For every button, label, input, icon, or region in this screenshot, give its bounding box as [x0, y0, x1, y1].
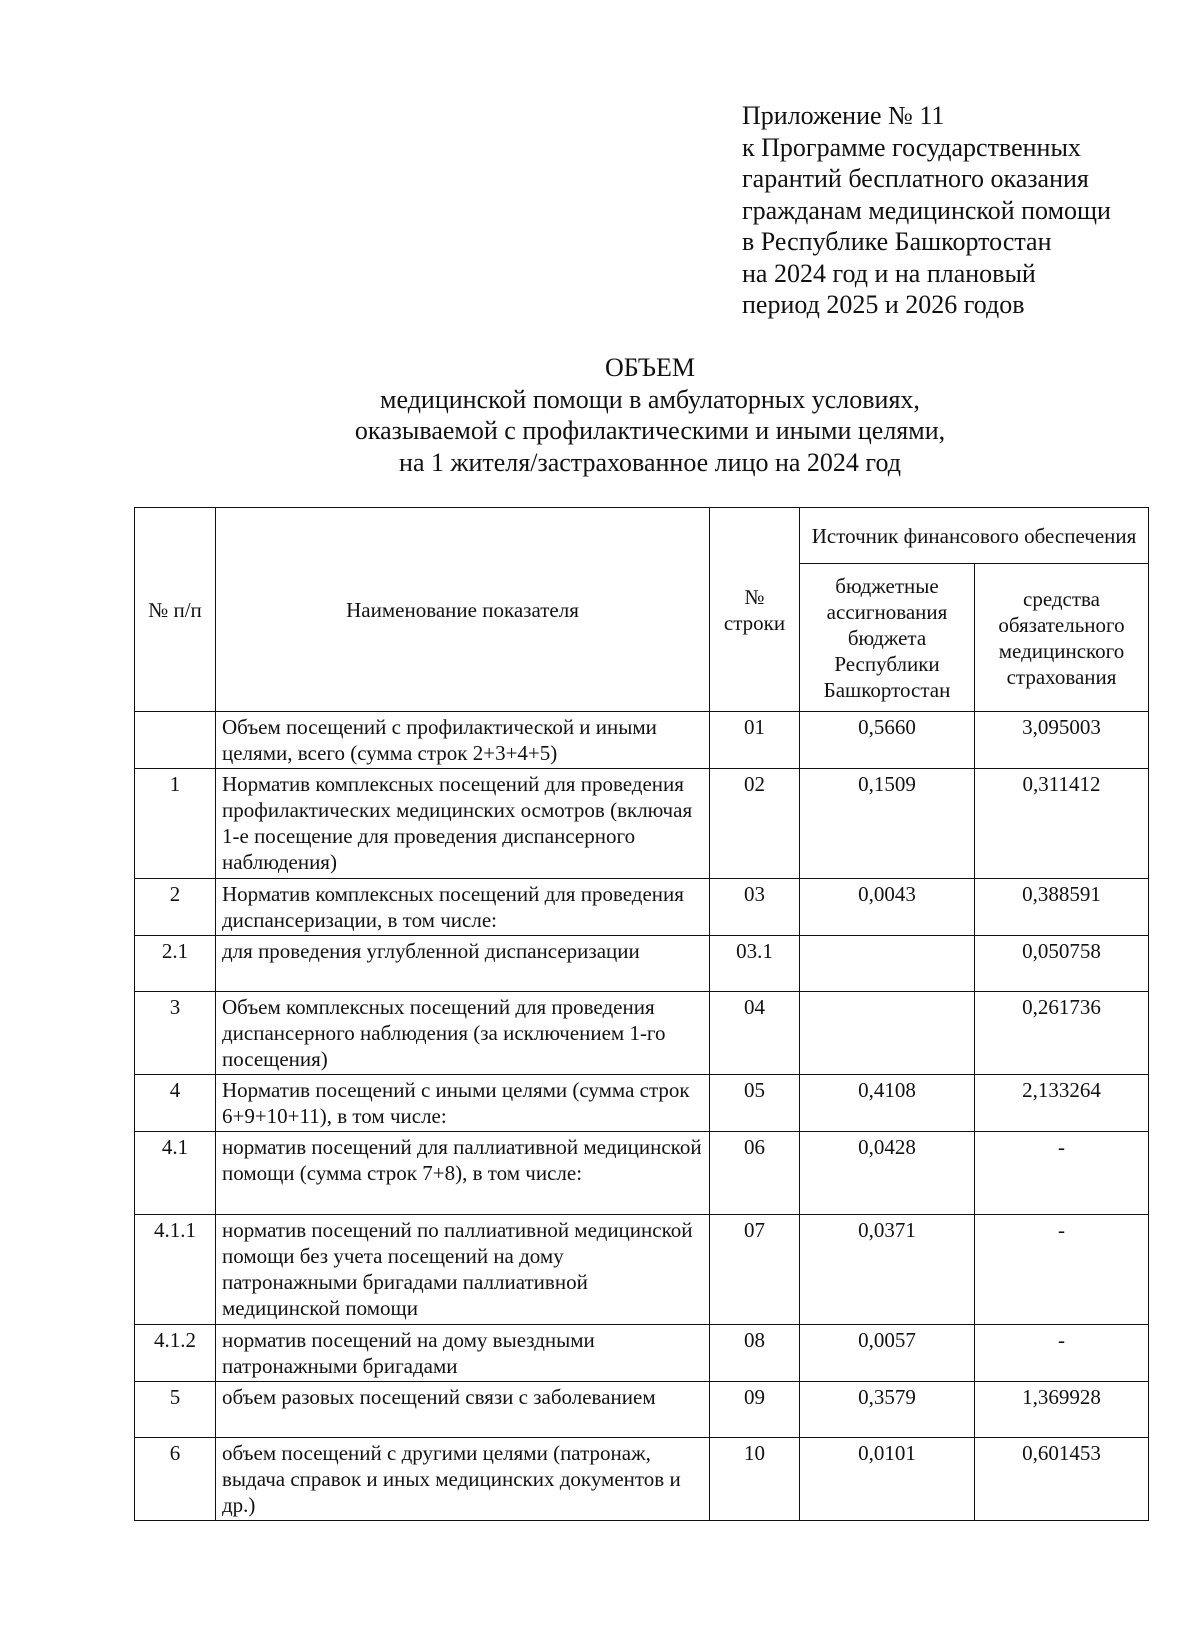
- appendix-line: период 2025 и 2026 годов: [742, 290, 1025, 319]
- cell-row-num: 02: [710, 769, 800, 879]
- table-row: [135, 936, 1149, 992]
- cell-oms: 1,369928: [975, 1382, 1149, 1438]
- cell-budget: 0,0428: [800, 1132, 975, 1215]
- cell-row-num: 05: [710, 1075, 800, 1132]
- cell-num: 3: [135, 992, 216, 1075]
- cell-budget: 0,4108: [800, 1075, 975, 1132]
- cell-oms: 3,095003: [975, 712, 1149, 769]
- title-line: медицинской помощи в амбулаторных условиях,: [380, 384, 920, 414]
- cell-budget: 0,0371: [800, 1215, 975, 1325]
- document-title: [250, 352, 1050, 478]
- header-name: Наименование показателя: [216, 508, 710, 712]
- table-row: [135, 879, 1149, 936]
- table-row: [135, 1325, 1149, 1382]
- table-row: [135, 1438, 1149, 1521]
- header-source: Источник финансового обеспечения: [800, 508, 1149, 564]
- cell-oms: -: [975, 1132, 1149, 1215]
- title-line: на 1 жителя/застрахованное лицо на 2024 год: [399, 447, 901, 477]
- cell-oms: 0,311412: [975, 769, 1149, 879]
- cell-budget: 0,0057: [800, 1325, 975, 1382]
- cell-budget: [800, 992, 975, 1075]
- cell-num: 5: [135, 1382, 216, 1438]
- cell-oms: 0,050758: [975, 936, 1149, 992]
- cell-row-num: 07: [710, 1215, 800, 1325]
- cell-name: норматив посещений для паллиативной медицинской помощи (сумма строк 7+8), в том числе:: [216, 1132, 710, 1215]
- cell-num: 2.1: [135, 936, 216, 992]
- cell-row-num: 06: [710, 1132, 800, 1215]
- volume-table: [134, 507, 1149, 1521]
- appendix-block: [742, 100, 1111, 321]
- header-row: [135, 508, 1149, 564]
- appendix-line: к Программе государственных: [742, 132, 1081, 162]
- appendix-line: гарантий бесплатного оказания: [742, 164, 1089, 193]
- table-row: [135, 712, 1149, 769]
- header-oms: средства обязательного медицинского страхования: [975, 564, 1149, 712]
- cell-row-num: 09: [710, 1382, 800, 1438]
- appendix-line: на 2024 год и на плановый: [742, 258, 1036, 288]
- table-row: [135, 1132, 1149, 1215]
- cell-name: Объем комплексных посещений для проведения диспансерного наблюдения (за исключением 1-го посещения): [216, 992, 710, 1075]
- cell-name: норматив посещений на дому выездными патронажными бригадами: [216, 1325, 710, 1382]
- table-row: [135, 992, 1149, 1075]
- cell-budget: 0,1509: [800, 769, 975, 879]
- cell-budget: [800, 936, 975, 992]
- header-budget: бюджетные ассигнования бюджета Республики Башкортостан: [800, 564, 975, 712]
- cell-oms: -: [975, 1325, 1149, 1382]
- appendix-line: Приложение № 11: [742, 101, 945, 130]
- cell-name: Норматив комплексных посещений для проведения профилактических медицинских осмотров (включая 1-е посещение для проведения диспансерного наблюдения): [216, 769, 710, 879]
- cell-num: 6: [135, 1438, 216, 1521]
- cell-budget: 0,0043: [800, 879, 975, 936]
- cell-row-num: 03.1: [710, 936, 800, 992]
- cell-oms: 2,133264: [975, 1075, 1149, 1132]
- cell-oms: -: [975, 1215, 1149, 1325]
- cell-oms: 0,601453: [975, 1438, 1149, 1521]
- cell-num: 4.1.1: [135, 1215, 216, 1325]
- cell-num: 1: [135, 769, 216, 879]
- header-row-num: № строки: [710, 508, 800, 712]
- cell-name: для проведения углубленной диспансеризации: [216, 936, 710, 992]
- cell-num: 2: [135, 879, 216, 936]
- appendix-line: гражданам медицинской помощи: [742, 195, 1111, 225]
- cell-row-num: 03: [710, 879, 800, 936]
- cell-num: 4.1: [135, 1132, 216, 1215]
- cell-row-num: 10: [710, 1438, 800, 1521]
- header-num: № п/п: [135, 508, 216, 712]
- table-row: [135, 1215, 1149, 1325]
- cell-row-num: 01: [710, 712, 800, 769]
- cell-num: 4: [135, 1075, 216, 1132]
- cell-num: [135, 712, 216, 769]
- cell-row-num: 04: [710, 992, 800, 1075]
- cell-budget: 0,3579: [800, 1382, 975, 1438]
- cell-name: объем разовых посещений связи с заболеванием: [216, 1382, 710, 1438]
- appendix-line: в Республике Башкортостан: [742, 227, 1052, 256]
- cell-name: Норматив комплексных посещений для проведения диспансеризации, в том числе:: [216, 879, 710, 936]
- cell-budget: 0,0101: [800, 1438, 975, 1521]
- table-row: [135, 1382, 1149, 1438]
- table-row: [135, 1075, 1149, 1132]
- cell-row-num: 08: [710, 1325, 800, 1382]
- cell-oms: 0,261736: [975, 992, 1149, 1075]
- cell-name: норматив посещений по паллиативной медицинской помощи без учета посещений на дому патронажными бригадами паллиативной медицинской помощи: [216, 1215, 710, 1325]
- cell-name: объем посещений с другими целями (патронаж, выдача справок и иных медицинских документов и др.): [216, 1438, 710, 1521]
- cell-budget: 0,5660: [800, 712, 975, 769]
- cell-name: Объем посещений с профилактической и иными целями, всего (сумма строк 2+3+4+5): [216, 712, 710, 769]
- cell-name: Норматив посещений с иными целями (сумма строк 6+9+10+11), в том числе:: [216, 1075, 710, 1132]
- title-heading: ОБЪЕМ: [604, 353, 696, 382]
- title-line: оказываемой с профилактическими и иными целями,: [354, 416, 946, 445]
- table-row: [135, 769, 1149, 879]
- cell-num: 4.1.2: [135, 1325, 216, 1382]
- cell-oms: 0,388591: [975, 879, 1149, 936]
